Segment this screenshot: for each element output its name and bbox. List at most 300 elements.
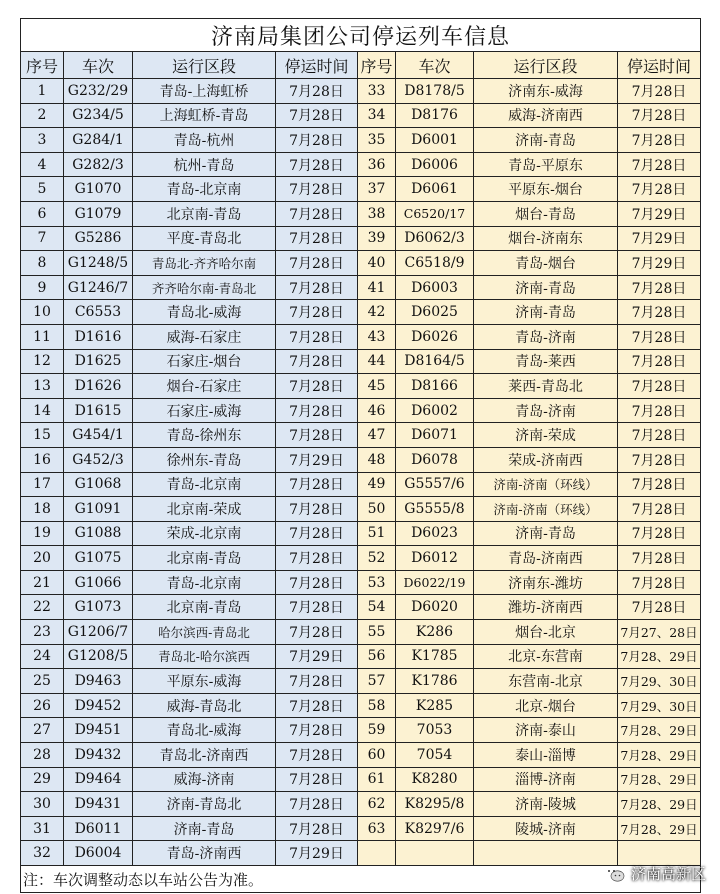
- cell-train: G234/5: [64, 103, 133, 128]
- cell-route: 济南-荣成: [474, 423, 618, 448]
- cell-train: 7053: [396, 718, 474, 743]
- cell-date: 7月28日: [276, 718, 358, 743]
- table-row: [21, 423, 701, 448]
- cell-train: C6553: [64, 300, 133, 325]
- cell-route: 陵城-济南: [474, 816, 618, 841]
- cell-date: 7月28日: [618, 447, 701, 472]
- cell-train: D6071: [396, 423, 474, 448]
- cell-date: 7月28日: [618, 324, 701, 349]
- cell-date: 7月28日: [276, 251, 358, 276]
- cell-no: 42: [358, 300, 396, 325]
- cell-train: G1070: [64, 177, 133, 202]
- cell-route: 青岛北-齐齐哈尔南: [133, 251, 276, 276]
- cell-no: 48: [358, 447, 396, 472]
- cell-train: G1206/7: [64, 620, 133, 645]
- cell-train: D1626: [64, 374, 133, 399]
- cell-train: K8280: [396, 767, 474, 792]
- cell-no: 14: [21, 398, 64, 423]
- cell-no: 4: [21, 152, 64, 177]
- cell-train: D6004: [64, 841, 133, 866]
- cell-date: [618, 841, 701, 866]
- cell-train: G1246/7: [64, 275, 133, 300]
- cell-train: K1786: [396, 669, 474, 694]
- cell-route: 潍坊-济南西: [474, 595, 618, 620]
- table-row: [21, 693, 701, 718]
- cell-route: 威海-青岛北: [133, 693, 276, 718]
- cell-no: 16: [21, 447, 64, 472]
- cell-date: 7月28、29日: [618, 767, 701, 792]
- header-date: 停运时间: [618, 52, 701, 79]
- cell-route: 济南东-潍坊: [474, 570, 618, 595]
- cell-no: 58: [358, 693, 396, 718]
- cell-no: 32: [21, 841, 64, 866]
- cell-no: 1: [21, 79, 64, 104]
- table-row: [21, 300, 701, 325]
- cell-date: 7月28日: [618, 103, 701, 128]
- cell-train: D9464: [64, 767, 133, 792]
- stopped-trains-table: [20, 18, 701, 893]
- cell-date: 7月28日: [618, 128, 701, 153]
- cell-route: 石家庄-威海: [133, 398, 276, 423]
- cell-no: 12: [21, 349, 64, 374]
- cell-route: 泰山-淄博: [474, 743, 618, 768]
- cell-train: G1068: [64, 472, 133, 497]
- cell-train: G454/1: [64, 423, 133, 448]
- cell-no: 15: [21, 423, 64, 448]
- table-row: [21, 620, 701, 645]
- cell-route: 青岛-北京南: [133, 177, 276, 202]
- cell-route: 青岛-北京南: [133, 472, 276, 497]
- cell-date: 7月28日: [276, 816, 358, 841]
- cell-no: 5: [21, 177, 64, 202]
- cell-date: 7月28日: [276, 324, 358, 349]
- cell-train: G5286: [64, 226, 133, 251]
- cell-train: D6012: [396, 546, 474, 571]
- cell-route: 青岛-徐州东: [133, 423, 276, 448]
- cell-route: 济南东-威海: [474, 79, 618, 104]
- table-row: [21, 349, 701, 374]
- cell-route: 青岛北-威海: [133, 300, 276, 325]
- cell-train: D6061: [396, 177, 474, 202]
- cell-no: 59: [358, 718, 396, 743]
- cell-no: 46: [358, 398, 396, 423]
- cell-train: D8176: [396, 103, 474, 128]
- header-route: 运行区段: [474, 52, 618, 79]
- cell-no: 17: [21, 472, 64, 497]
- cell-train: D6020: [396, 595, 474, 620]
- cell-route: 徐州东-青岛: [133, 447, 276, 472]
- cell-no: 36: [358, 152, 396, 177]
- cell-route: 济南-济南（环线）: [474, 472, 618, 497]
- cell-route: 北京南-青岛: [133, 201, 276, 226]
- cell-date: 7月29日: [618, 201, 701, 226]
- cell-train: D6006: [396, 152, 474, 177]
- cell-route: 哈尔滨西-青岛北: [133, 620, 276, 645]
- cell-route: 济南-济南（环线）: [474, 497, 618, 522]
- table-row: [21, 226, 701, 251]
- cell-route: 青岛-济南西: [474, 546, 618, 571]
- cell-no: 23: [21, 620, 64, 645]
- cell-date: 7月29、30日: [618, 669, 701, 694]
- cell-no: 26: [21, 693, 64, 718]
- cell-no: 60: [358, 743, 396, 768]
- cell-date: 7月28日: [276, 128, 358, 153]
- cell-train: K285: [396, 693, 474, 718]
- cell-date: 7月28、29日: [618, 743, 701, 768]
- cell-date: 7月29日: [276, 841, 358, 866]
- table-row: [21, 546, 701, 571]
- cell-date: 7月28日: [276, 79, 358, 104]
- cell-train: G1208/5: [64, 644, 133, 669]
- cell-date: 7月28日: [618, 275, 701, 300]
- table-row: [21, 447, 701, 472]
- cell-no: 25: [21, 669, 64, 694]
- cell-train: D9463: [64, 669, 133, 694]
- cell-train: D6001: [396, 128, 474, 153]
- cell-route: 青岛-济南: [474, 398, 618, 423]
- header-no: 序号: [358, 52, 396, 79]
- cell-route: 济南-陵城: [474, 792, 618, 817]
- cell-train: D9452: [64, 693, 133, 718]
- cell-date: 7月28日: [276, 275, 358, 300]
- cell-route: 青岛北-威海: [133, 718, 276, 743]
- cell-date: 7月28日: [618, 497, 701, 522]
- cell-route: 荣成-济南西: [474, 447, 618, 472]
- table-row: [21, 374, 701, 399]
- cell-route: 荣成-北京南: [133, 521, 276, 546]
- cell-no: 38: [358, 201, 396, 226]
- cell-no: 40: [358, 251, 396, 276]
- cell-train: D6023: [396, 521, 474, 546]
- cell-route: 济南-青岛北: [133, 792, 276, 817]
- cell-route: 青岛-烟台: [474, 251, 618, 276]
- cell-no: 30: [21, 792, 64, 817]
- cell-no: 34: [358, 103, 396, 128]
- header-route: 运行区段: [133, 52, 276, 79]
- cell-train: G5555/8: [396, 497, 474, 522]
- cell-route: 青岛-济南: [474, 324, 618, 349]
- cell-date: 7月28日: [618, 570, 701, 595]
- cell-no: 61: [358, 767, 396, 792]
- cell-train: D6002: [396, 398, 474, 423]
- cell-no: 49: [358, 472, 396, 497]
- cell-no: 35: [358, 128, 396, 153]
- cell-date: 7月28日: [276, 743, 358, 768]
- cell-date: 7月28、29日: [618, 816, 701, 841]
- cell-date: 7月28日: [276, 300, 358, 325]
- table-row: [21, 103, 701, 128]
- cell-train: K8295/8: [396, 792, 474, 817]
- cell-route: 烟台-青岛: [474, 201, 618, 226]
- table-row: [21, 275, 701, 300]
- cell-no: 51: [358, 521, 396, 546]
- cell-date: 7月28日: [276, 521, 358, 546]
- cell-train: D6025: [396, 300, 474, 325]
- cell-date: 7月28、29日: [618, 792, 701, 817]
- cell-date: 7月28日: [276, 570, 358, 595]
- cell-no: 27: [21, 718, 64, 743]
- cell-train: [396, 841, 474, 866]
- cell-date: 7月29日: [618, 226, 701, 251]
- page-title: 济南局集团公司停运列车信息: [21, 19, 701, 52]
- cell-date: 7月28日: [276, 792, 358, 817]
- cell-route: [474, 841, 618, 866]
- cell-date: 7月28日: [276, 349, 358, 374]
- cell-no: 41: [358, 275, 396, 300]
- cell-train: G1073: [64, 595, 133, 620]
- cell-date: 7月29、30日: [618, 693, 701, 718]
- cell-date: 7月28日: [618, 374, 701, 399]
- cell-no: 63: [358, 816, 396, 841]
- cell-date: 7月28日: [276, 669, 358, 694]
- cell-route: 青岛-莱西: [474, 349, 618, 374]
- cell-date: 7月28日: [276, 177, 358, 202]
- cell-date: 7月28日: [618, 79, 701, 104]
- cell-date: 7月28日: [276, 620, 358, 645]
- table-row: [21, 816, 701, 841]
- cell-no: 21: [21, 570, 64, 595]
- cell-date: 7月28日: [618, 546, 701, 571]
- table-row: [21, 743, 701, 768]
- table-row: [21, 128, 701, 153]
- cell-route: 东营南-北京: [474, 669, 618, 694]
- cell-no: 56: [358, 644, 396, 669]
- cell-no: 47: [358, 423, 396, 448]
- cell-date: 7月28日: [276, 398, 358, 423]
- table-row: [21, 595, 701, 620]
- cell-route: 石家庄-烟台: [133, 349, 276, 374]
- cell-no: [358, 841, 396, 866]
- cell-no: 3: [21, 128, 64, 153]
- watermark-text: 济南高新区: [630, 865, 706, 883]
- cell-date: 7月28日: [276, 595, 358, 620]
- cell-route: 莱西-青岛北: [474, 374, 618, 399]
- cell-train: D6003: [396, 275, 474, 300]
- cell-route: 青岛-济南西: [133, 841, 276, 866]
- cell-train: D1615: [64, 398, 133, 423]
- table-row: [21, 324, 701, 349]
- cell-train: C6520/17: [396, 201, 474, 226]
- cell-train: G282/3: [64, 152, 133, 177]
- cell-no: 18: [21, 497, 64, 522]
- cell-no: 31: [21, 816, 64, 841]
- cell-date: 7月28日: [276, 103, 358, 128]
- cell-date: 7月28日: [276, 374, 358, 399]
- cell-no: 22: [21, 595, 64, 620]
- cell-train: D6022/19: [396, 570, 474, 595]
- cell-route: 烟台-济南东: [474, 226, 618, 251]
- cell-no: 28: [21, 743, 64, 768]
- cell-train: G1079: [64, 201, 133, 226]
- footnote: 注：车次调整动态以车站公告为准。: [21, 866, 701, 893]
- cell-no: 33: [358, 79, 396, 104]
- table-row: [21, 718, 701, 743]
- cell-no: 13: [21, 374, 64, 399]
- cell-route: 青岛北-哈尔滨西: [133, 644, 276, 669]
- cell-no: 55: [358, 620, 396, 645]
- table-row: [21, 644, 701, 669]
- cell-no: 52: [358, 546, 396, 571]
- table-row: [21, 177, 701, 202]
- table-row: [21, 669, 701, 694]
- cell-date: 7月28日: [276, 546, 358, 571]
- cell-train: D1625: [64, 349, 133, 374]
- cell-train: D9451: [64, 718, 133, 743]
- cell-train: K1785: [396, 644, 474, 669]
- cell-train: D8166: [396, 374, 474, 399]
- cell-route: 平原东-威海: [133, 669, 276, 694]
- cell-route: 烟台-北京: [474, 620, 618, 645]
- cell-date: 7月28日: [276, 472, 358, 497]
- cell-route: 济南-青岛: [474, 128, 618, 153]
- cell-no: 9: [21, 275, 64, 300]
- cell-date: 7月29日: [276, 447, 358, 472]
- cell-train: D6062/3: [396, 226, 474, 251]
- cell-date: 7月28日: [618, 349, 701, 374]
- cell-no: 45: [358, 374, 396, 399]
- cell-route: 平原东-烟台: [474, 177, 618, 202]
- cell-train: K286: [396, 620, 474, 645]
- cell-route: 青岛-上海虹桥: [133, 79, 276, 104]
- header-train: 车次: [64, 52, 133, 79]
- cell-no: 7: [21, 226, 64, 251]
- cell-route: 烟台-石家庄: [133, 374, 276, 399]
- cell-route: 上海虹桥-青岛: [133, 103, 276, 128]
- cell-train: D6078: [396, 447, 474, 472]
- cell-no: 24: [21, 644, 64, 669]
- cell-train: 7054: [396, 743, 474, 768]
- cell-train: D9431: [64, 792, 133, 817]
- cell-date: 7月28、29日: [618, 644, 701, 669]
- cell-route: 济南-青岛: [474, 521, 618, 546]
- cell-route: 北京-东营南: [474, 644, 618, 669]
- cell-route: 青岛北-济南西: [133, 743, 276, 768]
- cell-train: D1616: [64, 324, 133, 349]
- table-row: [21, 201, 701, 226]
- cell-no: 20: [21, 546, 64, 571]
- cell-train: G1075: [64, 546, 133, 571]
- cell-route: 威海-济南: [133, 767, 276, 792]
- cell-train: C6518/9: [396, 251, 474, 276]
- cell-date: 7月28日: [276, 226, 358, 251]
- cell-no: 2: [21, 103, 64, 128]
- cell-no: 10: [21, 300, 64, 325]
- cell-route: 青岛-杭州: [133, 128, 276, 153]
- watermark: [603, 863, 706, 884]
- cell-route: 北京南-青岛: [133, 595, 276, 620]
- table-row: [21, 521, 701, 546]
- table-row: [21, 497, 701, 522]
- cell-no: 44: [358, 349, 396, 374]
- header-date: 停运时间: [276, 52, 358, 79]
- cell-route: 青岛-平原东: [474, 152, 618, 177]
- cell-route: 青岛-北京南: [133, 570, 276, 595]
- cell-train: G452/3: [64, 447, 133, 472]
- cell-route: 平度-青岛北: [133, 226, 276, 251]
- cell-date: 7月29日: [618, 251, 701, 276]
- table-row: [21, 472, 701, 497]
- table-row: [21, 79, 701, 104]
- cell-no: 62: [358, 792, 396, 817]
- cell-train: D6011: [64, 816, 133, 841]
- cell-train: G1088: [64, 521, 133, 546]
- table-row: [21, 841, 701, 866]
- cell-no: 19: [21, 521, 64, 546]
- table-row: [21, 570, 701, 595]
- cell-no: 57: [358, 669, 396, 694]
- cell-route: 威海-石家庄: [133, 324, 276, 349]
- cell-date: 7月28日: [276, 152, 358, 177]
- table-row: [21, 152, 701, 177]
- cell-route: 杭州-青岛: [133, 152, 276, 177]
- cell-route: 济南-泰山: [474, 718, 618, 743]
- cell-train: D8178/5: [396, 79, 474, 104]
- table-row: [21, 767, 701, 792]
- cell-date: 7月28日: [618, 595, 701, 620]
- cell-no: 37: [358, 177, 396, 202]
- wechat-logo-icon: [603, 865, 625, 883]
- cell-date: 7月28日: [276, 423, 358, 448]
- cell-train: G1066: [64, 570, 133, 595]
- cell-date: 7月28日: [618, 177, 701, 202]
- cell-date: 7月28日: [618, 398, 701, 423]
- cell-date: 7月28日: [618, 423, 701, 448]
- cell-date: 7月27、28日: [618, 620, 701, 645]
- cell-train: D6026: [396, 324, 474, 349]
- cell-train: G284/1: [64, 128, 133, 153]
- cell-no: 29: [21, 767, 64, 792]
- cell-route: 淄博-济南: [474, 767, 618, 792]
- cell-no: 53: [358, 570, 396, 595]
- cell-date: 7月28日: [276, 497, 358, 522]
- cell-no: 43: [358, 324, 396, 349]
- cell-train: G1091: [64, 497, 133, 522]
- cell-train: K8297/6: [396, 816, 474, 841]
- cell-route: 北京南-青岛: [133, 546, 276, 571]
- cell-no: 39: [358, 226, 396, 251]
- cell-route: 济南-青岛: [474, 275, 618, 300]
- header-train: 车次: [396, 52, 474, 79]
- cell-train: G5557/6: [396, 472, 474, 497]
- cell-date: 7月28、29日: [618, 718, 701, 743]
- cell-route: 北京-烟台: [474, 693, 618, 718]
- cell-route: 北京南-荣成: [133, 497, 276, 522]
- table-row: [21, 398, 701, 423]
- cell-no: 11: [21, 324, 64, 349]
- cell-train: G232/29: [64, 79, 133, 104]
- cell-date: 7月28日: [276, 693, 358, 718]
- cell-date: 7月28日: [618, 300, 701, 325]
- cell-date: 7月28日: [618, 152, 701, 177]
- cell-date: 7月28日: [618, 472, 701, 497]
- header-no: 序号: [21, 52, 64, 79]
- cell-route: 济南-青岛: [474, 300, 618, 325]
- cell-date: 7月28日: [276, 767, 358, 792]
- cell-no: 8: [21, 251, 64, 276]
- cell-no: 50: [358, 497, 396, 522]
- cell-train: G1248/5: [64, 251, 133, 276]
- cell-route: 济南-青岛: [133, 816, 276, 841]
- cell-route: 齐齐哈尔南-青岛北: [133, 275, 276, 300]
- cell-route: 威海-济南西: [474, 103, 618, 128]
- cell-no: 6: [21, 201, 64, 226]
- table-row: [21, 251, 701, 276]
- cell-train: D8164/5: [396, 349, 474, 374]
- cell-no: 54: [358, 595, 396, 620]
- cell-date: 7月29日: [276, 644, 358, 669]
- table-row: [21, 792, 701, 817]
- cell-date: 7月28日: [276, 201, 358, 226]
